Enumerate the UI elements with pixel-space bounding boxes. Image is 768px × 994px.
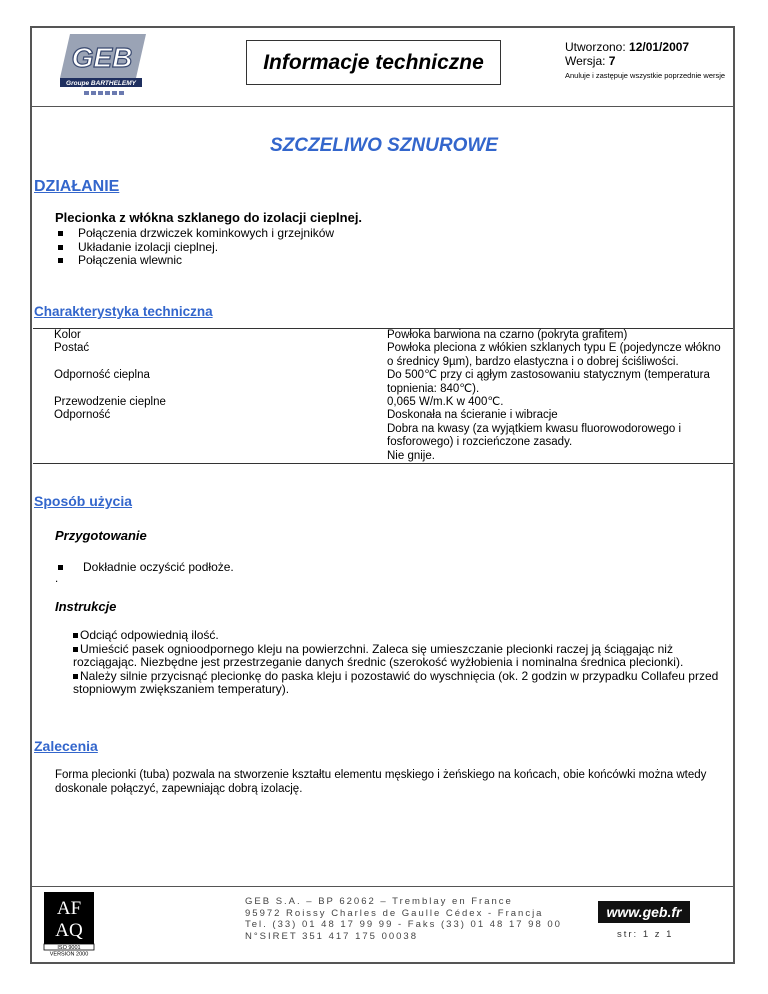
spec-table: [33, 328, 733, 464]
footer-divider: [30, 886, 735, 887]
logo-group: Groupe BARTHELEMY: [66, 80, 136, 87]
instrukcje-title: Instrukcje: [55, 599, 117, 614]
version-value: 7: [608, 54, 616, 68]
logo-text: GEB: [71, 42, 133, 73]
version-label: Wersja:: [565, 54, 609, 68]
list-item: Należy silnie przycisnąć plecionkę do paska kleju i pozostawić do wyschnięcia (ok. 2 godzin w przypadku Collafeu przed stopniowym zwiększaniem temperatury).: [58, 670, 728, 697]
list-item: Dokładnie oczyścić podłoże.: [58, 561, 234, 575]
table-row: Odporność cieplna Do 500℃ przy ci ągłym zastosowaniu statycznym (temperatura topnienia: 840℃).: [54, 369, 710, 395]
section-zalecenia-heading: Zalecenia: [34, 738, 98, 754]
header-divider: [30, 106, 735, 107]
dzialanie-list: [58, 227, 334, 268]
section-sposob-heading: Sposób użycia: [34, 493, 133, 509]
list-item: Umieścić pasek ognioodpornego kleju na powierzchni. Zaleca się umieszczanie plecionki raczej ją ściągając niż rozciągając. Niezbędne jest przestrzeganie danych średnic (szerokość wyżłobienia i nominalna średnica plecionki).: [58, 643, 728, 670]
website-link[interactable]: www.geb.fr: [598, 901, 690, 923]
created-label: Utworzono:: [565, 40, 630, 54]
dzialanie-subtitle: Plecionka z włókna szklanego do izolacji cieplnej.: [55, 210, 363, 225]
instrukcje-list: [58, 629, 728, 697]
supersedes-note: Anuluje i zastępuje wszystkie poprzednie wersje: [565, 71, 726, 80]
list-item: Połączenia wlewnic: [58, 254, 334, 268]
created-value: 12/01/2007: [629, 40, 690, 54]
przygotowanie-title: Przygotowanie: [55, 528, 147, 543]
svg-text:AF: AF: [56, 898, 82, 919]
list-item: Odciąć odpowiednią ilość.: [58, 629, 728, 643]
stray-dot: .: [55, 573, 59, 585]
list-item: Układanie izolacji cieplnej.: [58, 241, 334, 255]
list-item: Połączenia drzwiczek kominkowych i grzejników: [58, 227, 334, 241]
table-row: Postać Powłoka pleciona z włókien szklanych typu E (pojedyncze włókno o średnicy 9µm), bardzo elastyczna i o dobrej ściśliwości.: [54, 342, 721, 368]
geb-logo: [58, 34, 146, 100]
table-row: Odporność Doskonała na ścieranie i wibracje Dobra na kwasy (za wyjątkiem kwasu fluorowodorowego i fosforowego) i rozcieńczone zasady. Nie gnije.: [54, 409, 682, 462]
svg-text:ISO 9001: ISO 9001: [57, 945, 81, 951]
page-frame: [30, 26, 735, 964]
svg-text:AQ: AQ: [55, 920, 83, 941]
table-row: Przewodzenie cieplne 0,065 W/m.K w 400℃.: [54, 396, 504, 409]
przygotowanie-list: [58, 561, 234, 575]
table-row: Kolor Powłoka barwiona na czarno (pokryta grafitem): [54, 329, 628, 341]
svg-text:VERSION 2000: VERSION 2000: [49, 951, 89, 956]
document-title: SZCZELIWO SZNUROWE: [270, 135, 498, 156]
section-dzialanie-heading: DZIAŁANIE: [34, 178, 120, 195]
header-meta: [565, 40, 735, 80]
page-number: str: 1 z 1: [617, 929, 674, 940]
zalecenia-text: Forma plecionki (tuba) pozwala na stworzenie kształtu elementu męskiego i żeńskiego na końcach, obie końcówki można wtedy doskonale połączyć, zapewniając dobrą izolację.: [55, 769, 707, 795]
company-address: GEB S.A. – BP 62062 – Tremblay en France 95972 Roissy Charles de Gaulle Cédex - Francja Tel. (33) 01 48 17 99 99 - Faks (33) 01 48 17 98 00 N°SIRET 351 417 175 00038: [245, 896, 562, 942]
header-title: Informacje techniczne: [246, 40, 501, 85]
afaq-certification-logo: [40, 892, 100, 956]
section-charakterystyka-heading: Charakterystyka techniczna: [34, 304, 213, 319]
